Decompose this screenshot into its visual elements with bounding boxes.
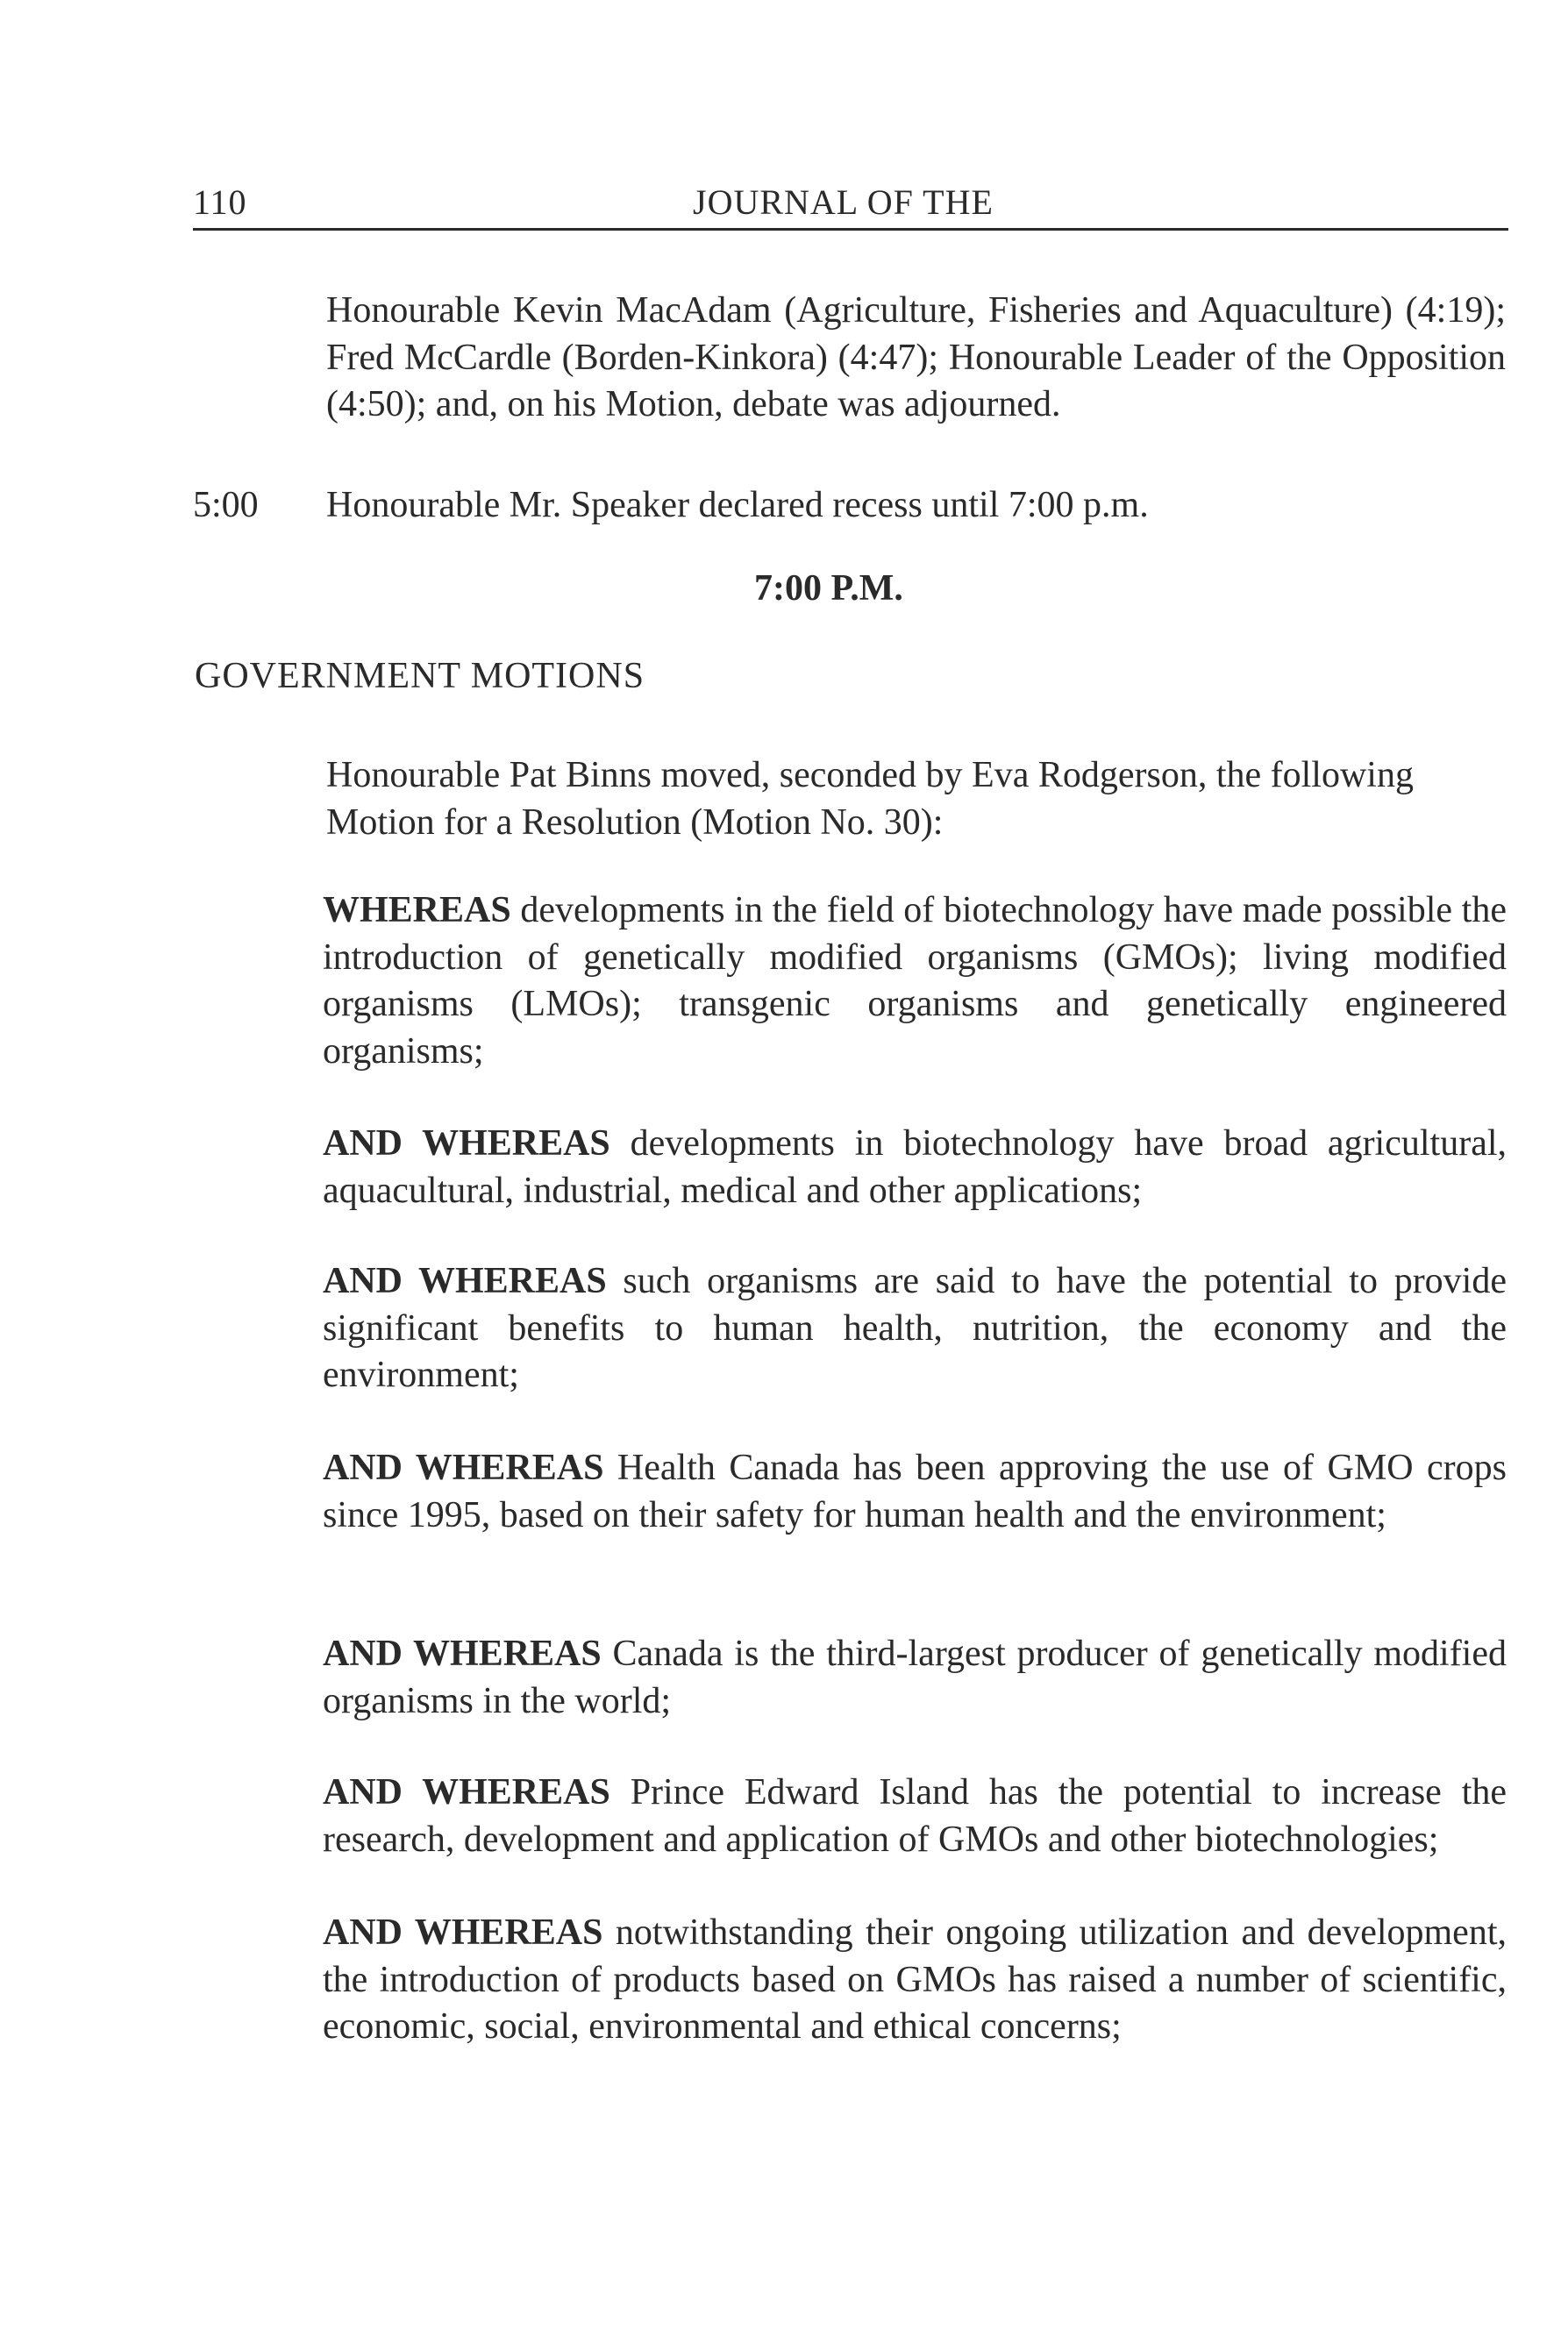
section-heading: GOVERNMENT MOTIONS (195, 656, 645, 696)
whereas-clause (323, 1121, 1507, 1214)
clause-text: such organisms are said to have the potential to provide significant benefits to human health, nutrition, the economy and the environment; (323, 1261, 1507, 1395)
running-head: JOURNAL OF THE (693, 182, 994, 222)
whereas-clause (323, 1631, 1507, 1725)
motion-intro: Honourable Pat Binns moved, seconded by Eva Rodgerson, the following Motion for a Resolution (Motion No. 30): (326, 755, 1414, 843)
clause-keyword: AND WHEREAS (323, 1261, 607, 1301)
clause-keyword: WHEREAS (323, 890, 511, 930)
clause-text: developments in the field of biotechnology have made possible the introduction of genetically modified organisms (GMOs); living modified organisms (LMOs); transgenic organisms and genetically engineered organisms; (323, 890, 1507, 1072)
clause-text: Prince Edward Island has the potential to increase the research, development and application of GMOs and other biotechnologies; (323, 1772, 1507, 1860)
recess-text: Honourable Mr. Speaker declared recess until 7:00 p.m. (326, 485, 1149, 525)
clause-text: Health Canada has been approving the use of GMO crops since 1995, based on their safety for human health and the environment; (323, 1448, 1507, 1535)
whereas-clause (323, 1910, 1507, 2051)
evening-sitting-time: 7:00 P.M. (754, 568, 903, 609)
clause-text: Canada is the third-largest producer of genetically modified organisms in the world; (323, 1634, 1507, 1721)
clause-keyword: AND WHEREAS (323, 1912, 603, 1953)
header-rule (193, 228, 1508, 231)
clause-text: developments in biotechnology have broad agricultural, aquacultural, industrial, medical and other applications; (323, 1123, 1507, 1211)
clause-keyword: AND WHEREAS (323, 1448, 604, 1488)
whereas-clause (323, 887, 1507, 1075)
whereas-clause (323, 1770, 1507, 1863)
debate-paragraph: Honourable Kevin MacAdam (Agriculture, Fisheries and Aquaculture) (4:19); Fred McCardle (Borden-Kinkora) (4:47); Honourable Leader of the Opposition (4:50); and, on his Motion, debate was adjourned. (326, 290, 1506, 424)
whereas-clause (323, 1258, 1507, 1399)
clause-keyword: AND WHEREAS (323, 1123, 610, 1164)
recess-time: 5:00 (193, 485, 259, 525)
page-number: 110 (193, 182, 247, 222)
clause-keyword: AND WHEREAS (323, 1634, 602, 1674)
clause-keyword: AND WHEREAS (323, 1772, 610, 1813)
clause-text: notwithstanding their ongoing utilization and development, the introduction of products based on GMOs has raised a number of scientific, economic, social, environmental and ethical concerns; (323, 1912, 1507, 2047)
whereas-clause (323, 1445, 1507, 1539)
